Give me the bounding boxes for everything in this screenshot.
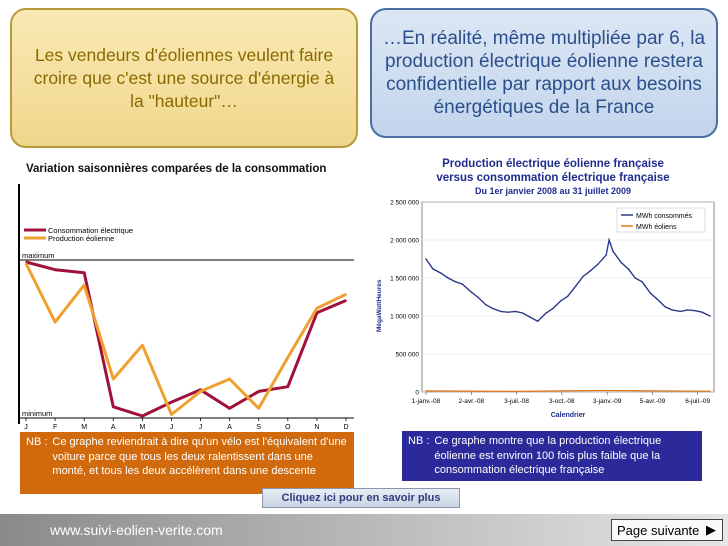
seasonal-point-1-7	[229, 378, 231, 380]
legend-label-wind-mwh: MWh éoliens	[636, 224, 677, 231]
production-point-0-27	[621, 262, 622, 263]
production-point-0-6	[470, 291, 471, 292]
production-point-1-5	[650, 390, 651, 391]
production-point-0-0	[425, 258, 426, 259]
production-point-0-26	[612, 251, 613, 252]
seasonal-point-0-3	[112, 406, 114, 408]
production-point-0-15	[537, 321, 538, 322]
seasonal-point-1-4	[142, 344, 144, 346]
seasonal-point-1-9	[287, 357, 289, 359]
production-point-0-37	[695, 310, 696, 311]
seasonal-month-tick: D	[343, 424, 349, 431]
production-point-0-20	[575, 285, 576, 286]
production-point-0-5	[462, 283, 463, 284]
production-chart	[372, 192, 718, 428]
production-point-0-8	[485, 304, 486, 305]
seasonal-month-tick: N	[314, 424, 320, 431]
right-y-axis-label: MégaWattHeures	[376, 279, 383, 332]
x-tick-label: 2-avr.-08	[458, 398, 485, 405]
production-point-0-19	[567, 296, 568, 297]
production-point-0-21	[582, 276, 583, 277]
note-right-text: Ce graphe montre que la production électrique éolienne est environ 100 fois plus faible que la consommation électrique française	[434, 435, 662, 476]
seasonal-month-tick: M	[81, 424, 88, 431]
y-tick-label: 500 000	[395, 351, 419, 359]
production-point-0-28	[628, 268, 629, 269]
note-left-key: NB :	[26, 436, 48, 448]
seasonal-point-1-6	[200, 391, 202, 393]
footer-bar	[0, 514, 728, 546]
production-point-0-38	[701, 312, 702, 313]
next-page-label: Page suivante	[617, 522, 700, 538]
right-chart-header	[384, 157, 722, 197]
production-point-1-2	[515, 391, 516, 392]
seasonal-point-1-8	[258, 408, 260, 410]
production-point-0-39	[709, 315, 710, 316]
seasonal-month-tick: O	[285, 424, 291, 431]
next-page-button[interactable]	[611, 519, 723, 541]
seasonal-point-0-11	[345, 300, 347, 302]
production-point-0-7	[477, 296, 478, 297]
seasonal-point-0-10	[316, 312, 318, 314]
legend-label-consumed: MWh consommés	[636, 213, 693, 220]
production-point-0-31	[650, 293, 651, 294]
callout-left	[10, 8, 358, 148]
production-point-1-6	[709, 391, 710, 392]
callout-right-text: …En réalité, même multipliée par 6, la production électrique éolienne restera confidentielle par rapport aux besoins énergétiques de la France	[382, 28, 706, 118]
production-point-0-33	[665, 306, 666, 307]
production-point-0-16	[545, 312, 546, 313]
note-left-text: Ce graphe reviendrait à dire qu'un vélo est l'équivalent d'une voiture parce que tous les deux ralentissent dans une monté, et tous les deux accélèrent dans une descente	[52, 436, 347, 477]
seasonal-month-tick: J	[24, 424, 28, 431]
production-point-0-25	[608, 239, 609, 240]
max-label: maximum	[22, 251, 55, 260]
production-point-0-23	[597, 264, 598, 265]
seasonal-chart	[14, 176, 364, 434]
seasonal-month-tick: M	[139, 424, 146, 431]
x-tick-label: 3-janv.-09	[592, 398, 622, 405]
production-point-0-11	[507, 312, 508, 313]
seasonal-point-1-11	[345, 294, 347, 296]
seasonal-month-tick: A	[227, 424, 232, 431]
seasonal-point-1-3	[112, 378, 114, 380]
right-chart-subtitle: Du 1er janvier 2008 au 31 juillet 2009	[474, 186, 632, 196]
note-right-key: NB :	[408, 435, 430, 447]
note-right	[402, 431, 702, 481]
seasonal-month-tick: S	[256, 424, 262, 431]
seasonal-point-0-8	[258, 391, 260, 393]
seasonal-point-0-9	[287, 386, 289, 388]
seasonal-point-1-2	[83, 284, 85, 286]
production-point-0-14	[530, 317, 531, 318]
production-point-0-34	[671, 309, 672, 310]
site-url[interactable]: www.suivi-eolien-verite.com	[50, 522, 223, 538]
production-point-0-18	[560, 300, 561, 301]
y-tick-label: 2 000 000	[390, 237, 419, 245]
y-tick-label: 1 000 000	[390, 313, 419, 321]
production-point-0-29	[634, 277, 635, 278]
seasonal-month-tick: J	[198, 424, 203, 431]
seasonal-point-1-5	[171, 414, 173, 416]
play-triangle-icon: ▶	[706, 522, 716, 537]
x-tick-label: 6-juil.-09	[685, 398, 711, 405]
right-chart-title-line2: versus consommation électrique française	[436, 172, 670, 184]
production-point-0-32	[657, 299, 658, 300]
seasonal-point-1-10	[316, 307, 318, 309]
learn-more-button[interactable]: Cliquez ici pour en savoir plus	[262, 488, 460, 508]
x-tick-label: 5-avr.-09	[639, 398, 666, 405]
seasonal-month-tick: J	[169, 424, 174, 431]
production-point-0-12	[515, 311, 516, 312]
production-point-1-1	[470, 390, 471, 391]
seasonal-point-0-1	[54, 269, 56, 271]
production-point-0-24	[605, 255, 606, 256]
production-point-0-13	[522, 312, 523, 313]
seasonal-point-0-4	[142, 415, 144, 417]
seasonal-y-axis	[18, 184, 20, 424]
production-point-0-30	[641, 281, 642, 282]
legend-label-wind: Production éolienne	[48, 234, 115, 243]
seasonal-point-0-0	[25, 261, 27, 263]
production-point-0-3	[447, 277, 448, 278]
production-point-0-2	[441, 273, 442, 274]
production-point-0-1	[432, 268, 433, 269]
production-point-1-3	[560, 390, 561, 391]
production-legend	[617, 208, 705, 232]
y-tick-label: 0	[415, 389, 419, 397]
seasonal-point-0-5	[171, 401, 173, 403]
seasonal-point-0-7	[229, 408, 231, 410]
callout-left-text: Les vendeurs d'éoliennes veulent faire croire que c'est une source d'énergie à la "hauteur"…	[33, 44, 335, 111]
min-label: minimum	[22, 409, 53, 418]
x-tick-label: 1-janv.-08	[411, 398, 441, 405]
production-point-0-10	[500, 311, 501, 312]
note-left	[20, 432, 354, 494]
seasonal-point-0-2	[83, 272, 85, 274]
production-point-0-17	[552, 308, 553, 309]
production-point-0-9	[492, 308, 493, 309]
production-point-1-0	[425, 390, 426, 391]
production-point-0-22	[590, 270, 591, 271]
right-chart-title-line1: Production électrique éolienne française	[442, 158, 664, 170]
seasonal-month-tick: F	[52, 424, 58, 431]
x-tick-label: 3-juil.-08	[504, 398, 530, 405]
production-point-0-35	[680, 311, 681, 312]
production-series-line-1	[426, 391, 710, 392]
y-tick-label: 1 500 000	[390, 275, 419, 283]
production-point-1-4	[605, 390, 606, 391]
seasonal-point-1-0	[25, 263, 27, 265]
production-point-0-36	[687, 309, 688, 310]
seasonal-month-tick: A	[110, 424, 116, 431]
legend-label-consumption: Consommation électrique	[48, 226, 134, 235]
right-x-axis-label: Calendrier	[550, 412, 586, 419]
callout-right	[370, 8, 718, 138]
production-point-0-4	[455, 281, 456, 282]
left-chart-title: Variation saisonnières comparées de la consommation	[26, 163, 327, 175]
y-tick-label: 2 500 000	[390, 199, 419, 207]
seasonal-point-1-1	[54, 321, 56, 323]
x-tick-label: 3-oct.-08	[549, 398, 575, 405]
